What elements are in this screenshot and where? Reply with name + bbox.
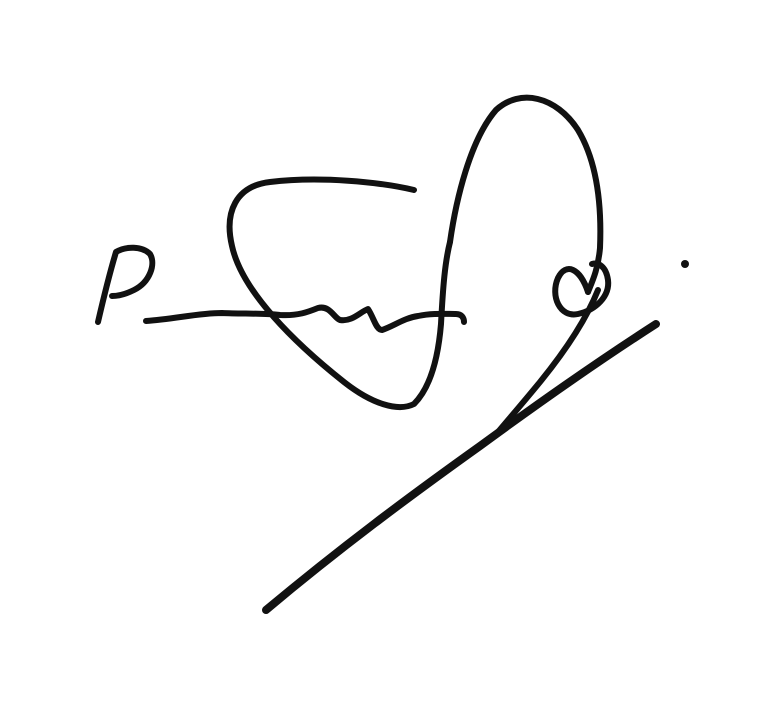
signature-letter-p — [98, 248, 152, 322]
signature-dot — [681, 260, 689, 268]
signature-upper-loop — [450, 98, 600, 292]
signature-baseline-stroke — [146, 308, 464, 330]
signature-left-loop — [230, 180, 450, 407]
